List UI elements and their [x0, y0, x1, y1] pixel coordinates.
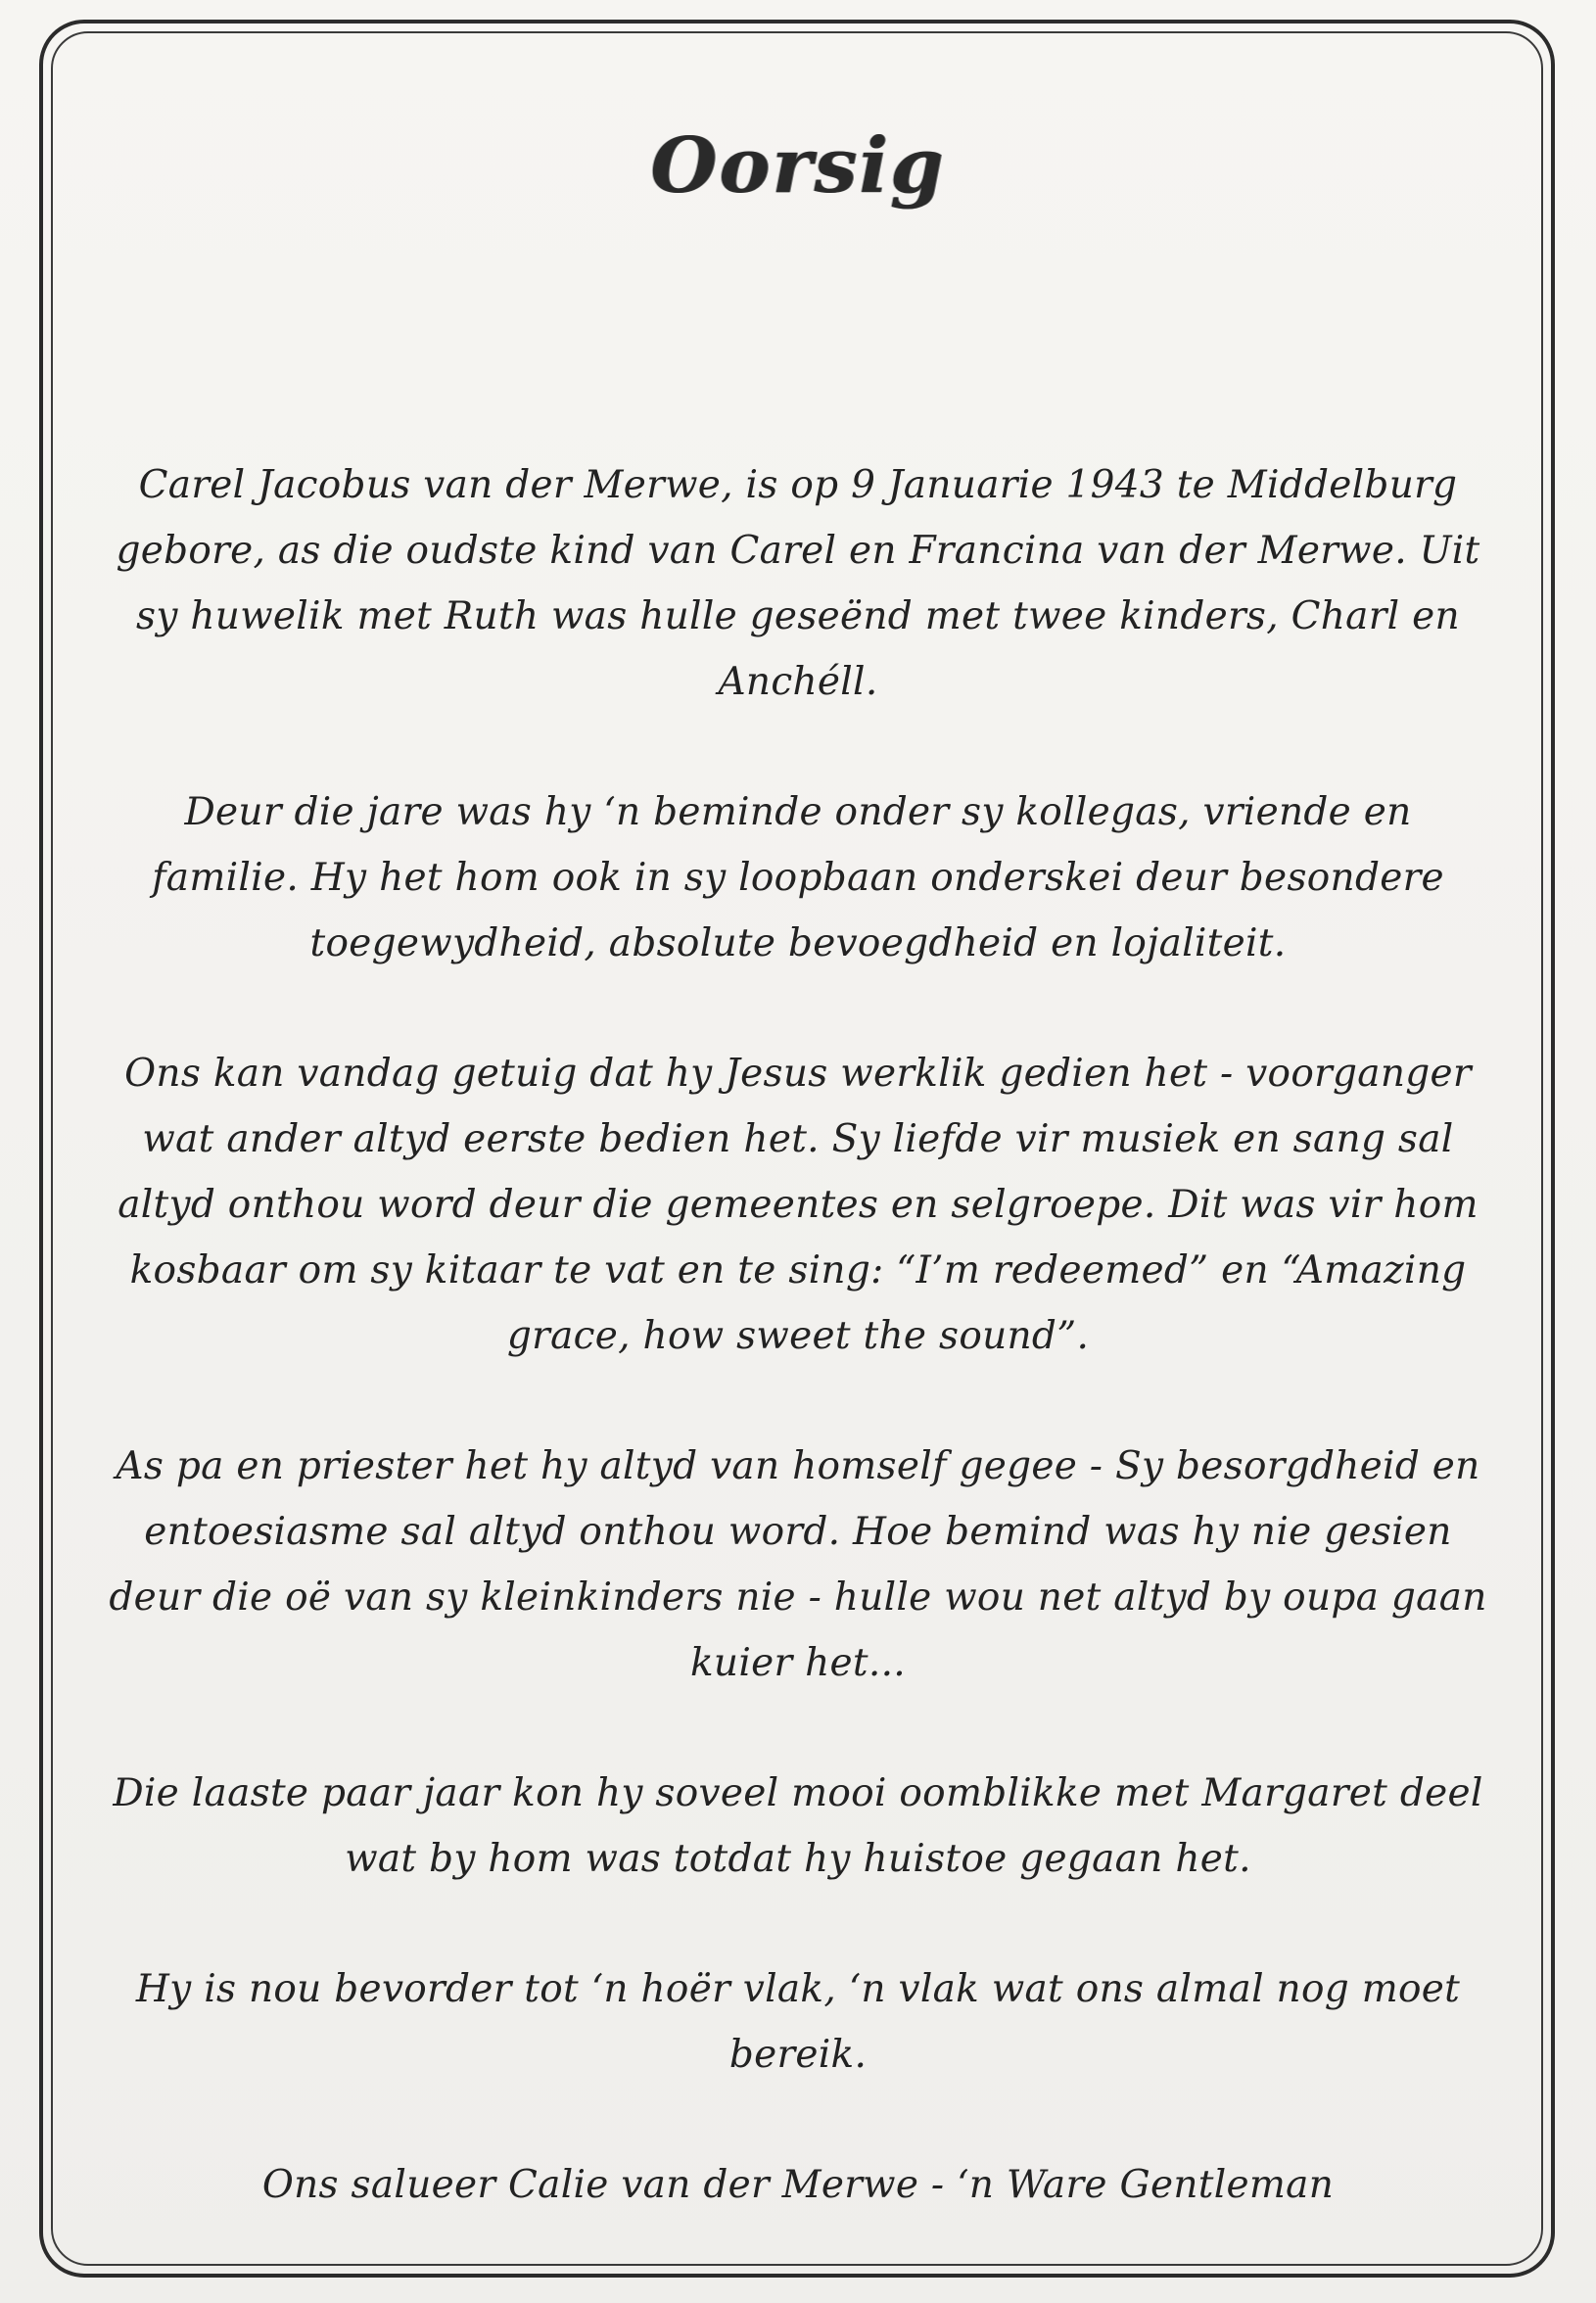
paragraph-faith-music: Ons kan vandag getuig dat hy Jesus werklik gedien het - voorganger wat ander altyd eerste bedien het. Sy liefde vir musiek en sang sal altyd onthou word deur die gemeentes en selgroepe. Dit was vir hom kosbaar om sy kitaar te vat en te sing: “I’m redeemed” en “Amazing grace, how sweet the sound”. [117, 1052, 1479, 1358]
closing-line: Ons salueer Calie van der Merwe - ‘n Ware Gentleman [261, 2163, 1335, 2207]
paragraph-higher-level: Hy is nou bevorder tot ‘n hoër vlak, ‘n vlak wat ons almal nog moet bereik. [135, 1967, 1461, 2077]
paragraph-birth-family: Carel Jacobus van der Merwe, is op 9 Januarie 1943 te Middelburg gebore, as die oudste kind van Carel en Francina van der Merwe. Uit sy huwelik met Ruth was hulle geseënd met twee kinders, Charl en Anchéll. [116, 463, 1480, 704]
page-title: Oorsig [650, 121, 946, 211]
paragraph-father-priest: As pa en priester het hy altyd van homself gegee - Sy besorgdheid en entoesiasme sal altyd onthou word. Hoe bemind was hy nie gesien deur die oë van sy kleinkinders nie - hulle wou net altyd by oupa gaan kuier het... [109, 1444, 1487, 1685]
paragraph-last-years: Die laaste paar jaar kon hy soveel mooi oomblikke met Margaret deel wat by hom was totdat hy huistoe gegaan het. [113, 1771, 1483, 1881]
document-content [108, 78, 1488, 2218]
paragraph-career: Deur die jare was hy ‘n beminde onder sy kollegas, vriende en familie. Hy het hom ook in sy loopbaan onderskei deur besondere toegewydheid, absolute bevoegdheid en lojaliteit. [152, 790, 1444, 965]
